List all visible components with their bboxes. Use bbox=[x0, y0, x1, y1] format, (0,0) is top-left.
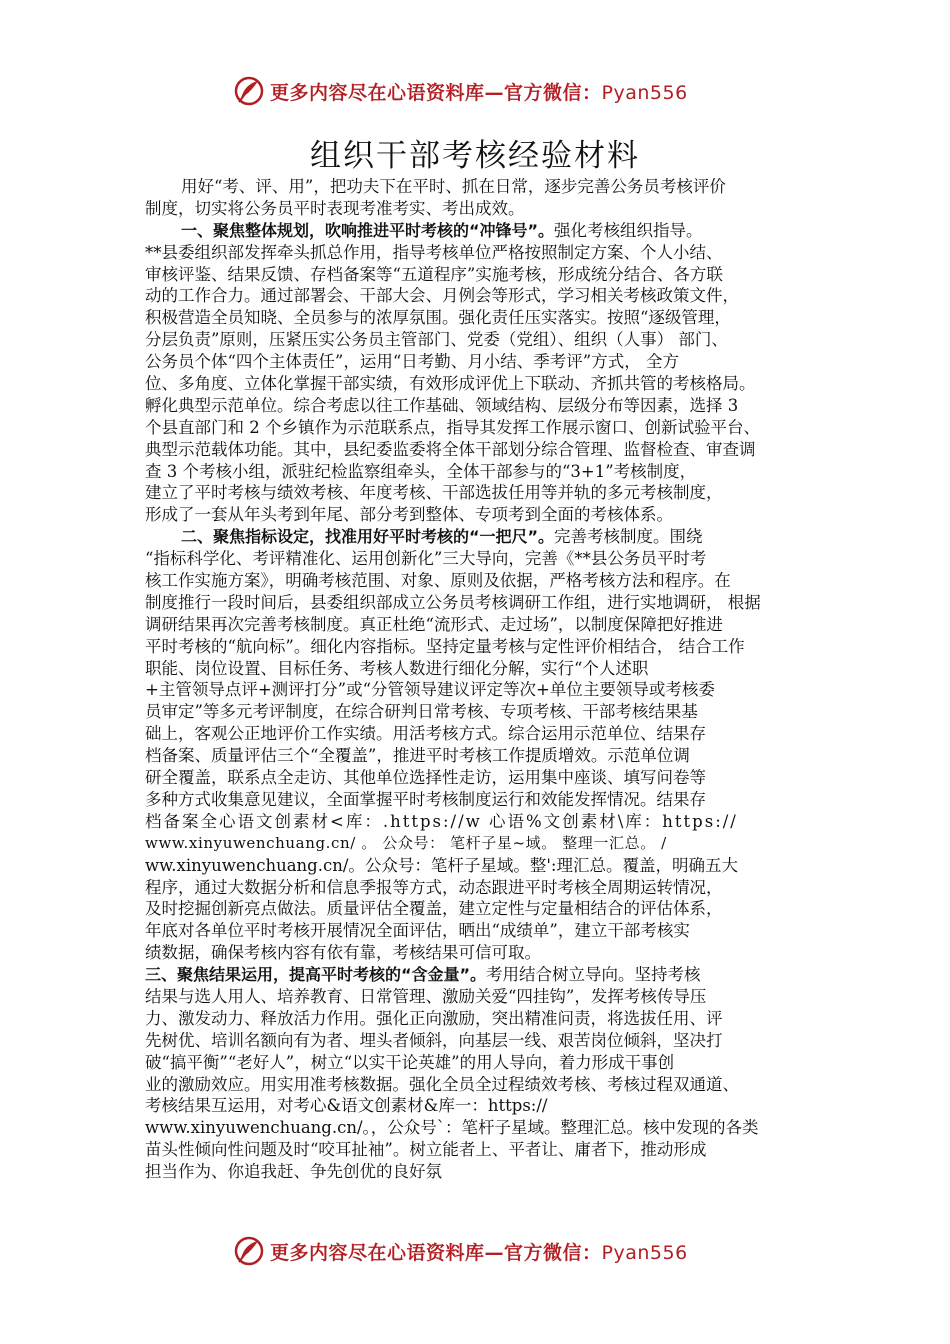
document-title: 组织干部考核经验材料 bbox=[310, 138, 640, 174]
top-watermark-banner bbox=[0, 72, 950, 112]
text-line bbox=[145, 373, 825, 395]
text-line bbox=[145, 1095, 825, 1117]
line-text: 制度，切实将公务员平时表现考准考实、考出成效。 bbox=[145, 198, 525, 218]
line-text: 调研结果再次完善考核制度。真正杜绝“流形式、走过场”，以制度保障把好推进 bbox=[145, 614, 723, 634]
section-heading: 二、聚焦指标设定，找准用好平时考核的“一把尺”。 bbox=[181, 527, 555, 547]
text-line bbox=[145, 307, 825, 329]
line-text: ww.xinyuwenchuang.cn/。公众号：笔杆子星域。整':理汇总。覆盖，明确五大 bbox=[145, 855, 738, 875]
line-text: 年底对各单位平时考核开展情况全面评估，晒出“成绩单”，建立干部考核实 bbox=[145, 921, 690, 941]
wechat-id: Pyan556 bbox=[601, 81, 688, 104]
text-line bbox=[145, 658, 825, 680]
text-line bbox=[145, 504, 825, 526]
line-text: 个县直部门和 2 个乡镇作为示范联系点，指导其发挥工作展示窗口、创新试验平台、 bbox=[145, 417, 760, 437]
text-line bbox=[145, 176, 825, 198]
document-body bbox=[145, 176, 825, 1183]
line-text: 档备案、质量评估三个“全覆盖”，推进平时考核工作提质增效。示范单位调 bbox=[145, 746, 690, 766]
text-line bbox=[145, 285, 825, 307]
line-text: 完善考核制度。围绕 bbox=[554, 527, 703, 547]
line-text: 破“搞平衡”“老好人”，树立“以实干论英雄”的用人导向，着力形成干事创 bbox=[145, 1052, 675, 1072]
text-line bbox=[145, 1008, 825, 1030]
text-line bbox=[145, 1074, 825, 1096]
text-line bbox=[145, 1052, 825, 1074]
line-text: 位、多角度、立体化掌握干部实绩，有效形成评优上下联动、齐抓共管的考核格局。 bbox=[145, 374, 756, 394]
text-line bbox=[145, 220, 825, 242]
text-line bbox=[145, 242, 825, 264]
line-text: 绩数据，确保考核内容有依有靠，考核结果可信可取。 bbox=[145, 943, 541, 963]
text-line bbox=[145, 723, 825, 745]
text-line bbox=[145, 614, 825, 636]
text-line bbox=[145, 482, 825, 504]
text-line bbox=[145, 461, 825, 483]
text-line bbox=[145, 570, 825, 592]
text-line bbox=[145, 767, 825, 789]
text-line bbox=[145, 942, 825, 964]
line-text: 分层负责”原则，压紧压实公务员主管部门、党委（党组）、组织（人事） 部门、 bbox=[145, 330, 728, 350]
line-text: 平时考核的“航向标”。细化内容指标。坚持定量考核与定性评价相结合， 结合工作 bbox=[145, 636, 745, 656]
text-line bbox=[145, 1161, 825, 1183]
text-line bbox=[145, 264, 825, 286]
line-text: 制度推行一段时间后，县委组织部成立公务员考核调研工作组，进行实地调研， 根据 bbox=[145, 592, 761, 612]
wechat-id: Pyan556 bbox=[601, 1241, 688, 1264]
text-line bbox=[145, 745, 825, 767]
line-text: 核工作实施方案》，明确考核范围、对象、原则及依据，严格考核方法和程序。在 bbox=[145, 571, 731, 591]
line-text: 苗头性倾向性问题及时“咬耳扯袖”。树立能者上、平者让、庸者下，推动形成 bbox=[145, 1140, 707, 1160]
line-text: +主管领导点评+测评打分”或“分管领导建议评定等次+单位主要领导或考核委 bbox=[145, 680, 715, 700]
text-line bbox=[145, 898, 825, 920]
line-text: 先树优、培训名额向有为者、埋头者倾斜，向基层一线、艰苦岗位倾斜，坚决打 bbox=[145, 1030, 723, 1050]
line-text: 用好“考、评、用”，把功夫下在平时、抓在日常，逐步完善公务员考核评价 bbox=[181, 177, 726, 196]
line-text: 础上，客观公正地评价工作实绩。用活考核方式。综合运用示范单位、结果存 bbox=[145, 724, 706, 744]
section-heading: 一、聚焦整体规划，吹响推进平时考核的“冲锋号”。 bbox=[181, 220, 555, 240]
text-line bbox=[145, 439, 825, 461]
line-text: 力、激发动力、释放活力作用。强化正向激励，突出精准问责，将选拔任用、评 bbox=[145, 1008, 723, 1028]
line-text: 形成了一套从年头考到年尾、部分考到整体、专项考到全面的考核体系。 bbox=[145, 505, 673, 525]
line-text: 担当作为、你追我赶、争先创优的良好氛 bbox=[145, 1162, 442, 1182]
feather-logo-icon bbox=[232, 1236, 266, 1266]
text-line bbox=[145, 701, 825, 723]
text-line bbox=[145, 855, 825, 877]
feather-logo-icon bbox=[232, 76, 266, 106]
section-heading: 三、聚焦结果运用，提高平时考核的“含金量”。 bbox=[145, 965, 487, 985]
bottom-watermark-banner bbox=[0, 1232, 950, 1272]
line-text: 考用结合树立导向。坚持考核 bbox=[486, 965, 701, 985]
line-text: 职能、岗位设置、目标任务、考核人数进行细化分解，实行“个人述职 bbox=[145, 658, 649, 678]
text-line bbox=[145, 548, 825, 570]
text-line bbox=[145, 1030, 825, 1052]
line-text: 程序，通过大数据分析和信息季报等方式，动态跟进平时考核全周期运转情况， bbox=[145, 877, 723, 897]
text-line bbox=[145, 1139, 825, 1161]
line-text: 查 3 个考核小组，派驻纪检监察组牵头，全体干部参与的“3+1”考核制度， bbox=[145, 461, 697, 481]
line-text: 员审定”等多元考评制度，在综合研判日常考核、专项考核、干部考核结果基 bbox=[145, 702, 698, 722]
line-text: 结果与选人用人、培养教育、日常管理、激励关爱“四挂钩”，发挥考核传导压 bbox=[145, 986, 707, 1006]
line-text: 业的激励效应。用实用准考核数据。强化全员全过程绩效考核、考核过程双通道、 bbox=[145, 1074, 739, 1094]
text-line bbox=[145, 811, 825, 833]
text-line bbox=[145, 1117, 825, 1139]
line-text: 动的工作合力。通过部署会、干部大会、月例会等形式，学习相关考核政策文件， bbox=[145, 286, 739, 306]
text-line bbox=[145, 395, 825, 417]
line-text: 多种方式收集意见建议，全面掌握平时考核制度运行和效能发挥情况。结果存 bbox=[145, 789, 706, 809]
line-text: **县委组织部发挥牵头抓总作用，指导考核单位严格按照制定方案、个人小结、 bbox=[145, 242, 723, 262]
text-line bbox=[145, 329, 825, 351]
text-line bbox=[145, 877, 825, 899]
text-line bbox=[145, 351, 825, 373]
line-text: 公务员个体“四个主体责任”，运用“日考勤、月小结、季考评”方式， 全方 bbox=[145, 352, 679, 372]
line-text: www.xinyuwenchuang.cn/。，公众号`：笔杆子星域。整理汇总。核中发现的各类 bbox=[145, 1118, 759, 1138]
line-text: 研全覆盖，联系点全走访、其他单位选择性走访，运用集中座谈、填写问卷等 bbox=[145, 768, 706, 788]
line-text: “指标科学化、考评精准化、运用创新化”三大导向，完善《**县公务员平时考 bbox=[145, 549, 707, 569]
line-text: www.xinyuwenchuang.cn/ 。 公众号： 笔杆子星~域。 整理一汇总。 / bbox=[145, 833, 667, 852]
line-text: 孵化典型示范单位。综合考虑以往工作基础、领域结构、层级分布等因素，选择 3 bbox=[145, 395, 739, 415]
text-line bbox=[145, 417, 825, 439]
line-text: 审核评鉴、结果反馈、存档备案等“五道程序”实施考核，形成统分结合、各方联 bbox=[145, 264, 723, 284]
text-line bbox=[145, 636, 825, 658]
line-text: 积极营造全员知晓、全员参与的浓厚氛围。强化责任压实落实。按照“逐级管理， bbox=[145, 308, 731, 328]
text-line bbox=[145, 679, 825, 701]
watermark-text: 更多内容尽在心语资料库—官方微信：Pyan556 bbox=[270, 81, 688, 104]
watermark-text: 更多内容尽在心语资料库—官方微信：Pyan556 bbox=[270, 1241, 688, 1264]
line-text: 档备案全心语文创素材<库：.https://w 心语%文创素材\库：https:// bbox=[145, 811, 738, 831]
text-line bbox=[145, 789, 825, 811]
text-line bbox=[145, 198, 825, 220]
text-line bbox=[145, 526, 825, 548]
text-line bbox=[145, 833, 825, 855]
line-text: 强化考核组织指导。 bbox=[554, 220, 703, 240]
text-line bbox=[145, 592, 825, 614]
line-text: 建立了平时考核与绩效考核、年度考核、干部选拔任用等并轨的多元考核制度， bbox=[145, 483, 723, 503]
text-line bbox=[145, 920, 825, 942]
text-line bbox=[145, 986, 825, 1008]
line-text: 典型示范载体功能。其中，县纪委监委将全体干部划分综合管理、监督检查、审查调 bbox=[145, 439, 756, 459]
text-line bbox=[145, 964, 825, 986]
line-text: 考核结果互运用，对考心&语文创素材&库一：https:// bbox=[145, 1096, 548, 1116]
line-text: 及时挖掘创新亮点做法。质量评估全覆盖，建立定性与定量相结合的评估体系， bbox=[145, 899, 723, 919]
